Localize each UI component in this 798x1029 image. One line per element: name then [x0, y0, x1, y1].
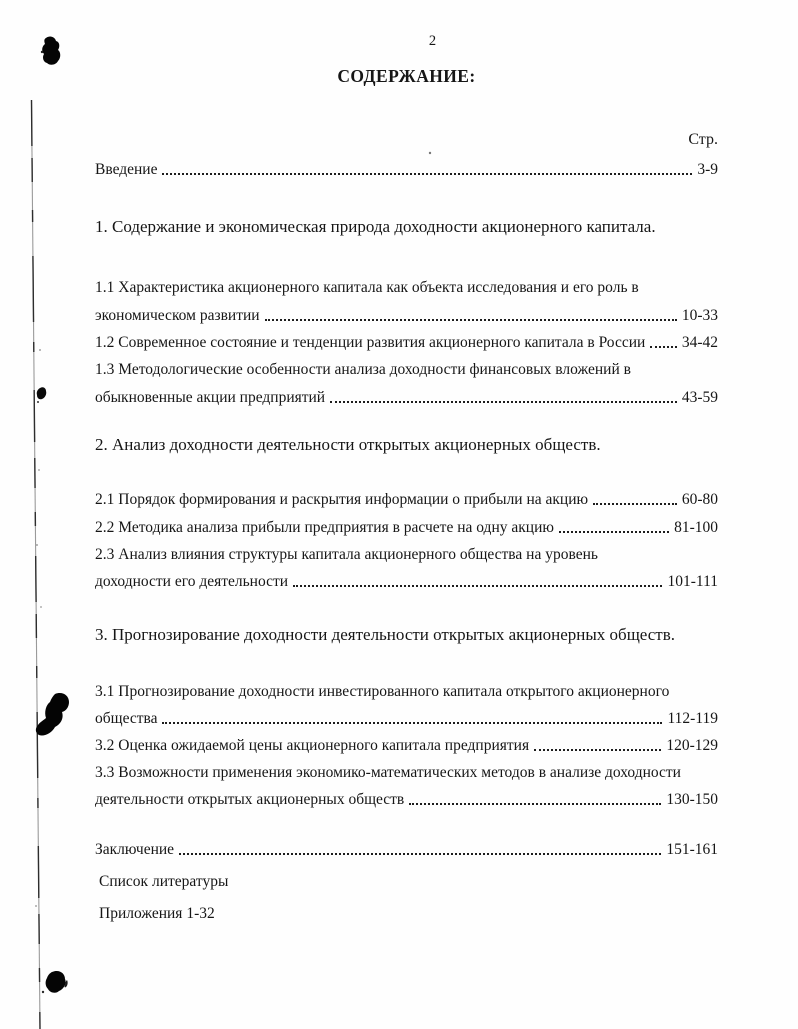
- entry-pages: 101-111: [667, 573, 718, 590]
- toc-entry-introduction: [95, 160, 718, 179]
- dot-leader: [162, 722, 662, 724]
- entry-label: экономическом развитии: [95, 307, 260, 324]
- section-heading-2: 2. Анализ доходности деятельности открытых акционерных обществ.: [95, 435, 601, 454]
- toc-entry-1-2: [95, 333, 718, 352]
- ink-blot-bottom: [42, 971, 68, 993]
- toc-entry-conclusion: [95, 840, 718, 859]
- entry-pages: 120-129: [666, 737, 718, 754]
- ink-blot-small: [37, 387, 47, 403]
- toc-entry-3-3: [95, 790, 718, 809]
- toc-entry-3-1: [95, 709, 718, 728]
- ink-blot-top: [41, 37, 60, 65]
- entry-pages: 34-42: [681, 334, 718, 351]
- entry-pages: 112-119: [667, 710, 718, 727]
- dot-leader: [650, 346, 677, 348]
- entry-label: Заключение: [95, 841, 175, 858]
- toc-entry-1-1: [95, 306, 718, 325]
- entry-label: деятельности открытых акционерных обществ: [95, 791, 405, 808]
- entry-label: Введение: [95, 161, 158, 178]
- toc-entry-bibliography: Список литературы: [99, 873, 229, 890]
- dot-leader: [593, 503, 677, 505]
- toc-entry-1-3: [95, 388, 718, 407]
- entry-label: доходности его деятельности: [95, 573, 289, 590]
- ink-blot-large: [36, 693, 69, 736]
- entry-label: 2.2 Методика анализа прибыли предприятия в расчете на одну акцию: [95, 519, 554, 536]
- entry-pages: 3-9: [697, 161, 718, 178]
- entry-pages: 130-150: [666, 791, 718, 808]
- toc-entry-2-3-line1: 2.3 Анализ влияния структуры капитала акционерного общества на уровень: [95, 546, 598, 563]
- entry-pages: 151-161: [666, 841, 718, 858]
- entry-pages: 60-80: [681, 491, 718, 508]
- entry-label: обыкновенные акции предприятий: [95, 389, 326, 406]
- section-heading-3: 3. Прогнозирование доходности деятельности открытых акционерных обществ.: [95, 625, 676, 644]
- dot-leader: [293, 585, 662, 587]
- entry-pages: 43-59: [681, 389, 718, 406]
- entry-pages: 10-33: [681, 307, 718, 324]
- toc-entry-3-3-line1: 3.3 Возможности применения экономико-математических методов в анализе доходности: [95, 764, 681, 781]
- dot-leader: [265, 319, 677, 321]
- entry-label: 2.1 Порядок формирования и раскрытия информации о прибыли на акцию: [95, 491, 589, 508]
- entry-label: общества: [95, 710, 158, 727]
- dot-leader: [559, 531, 669, 533]
- dot-leader: [179, 853, 661, 855]
- toc-title: СОДЕРЖАНИЕ:: [337, 66, 476, 86]
- toc-entry-3-1-line1: 3.1 Прогнозирование доходности инвестированного капитала открытого акционерного: [95, 683, 670, 700]
- dot-leader: [534, 749, 661, 751]
- toc-entry-1-3-line1: 1.3 Методологические особенности анализа доходности финансовых вложений в: [95, 361, 631, 378]
- toc-entry-appendices: Приложения 1-32: [99, 905, 215, 922]
- entry-label: 3.2 Оценка ожидаемой цены акционерного капитала предприятия: [95, 737, 530, 754]
- page-number: 2: [428, 33, 437, 49]
- dot-leader: [409, 803, 661, 805]
- toc-entry-2-1: [95, 490, 718, 509]
- toc-entry-2-3: [95, 572, 718, 591]
- toc-entry-1-1-line1: 1.1 Характеристика акционерного капитала как объекта исследования и его роль в: [95, 279, 639, 296]
- pages-column-header: Стр.: [688, 131, 718, 148]
- section-heading-1: 1. Содержание и экономическая природа доходности акционерного капитала.: [95, 217, 656, 236]
- dot-leader: [330, 401, 677, 403]
- entry-label: 1.2 Современное состояние и тенденции развития акционерного капитала в России: [95, 334, 646, 351]
- toc-entry-2-2: [95, 518, 718, 537]
- dot-leader: [162, 173, 692, 175]
- toc-entry-3-2: [95, 736, 718, 755]
- entry-pages: 81-100: [674, 519, 718, 536]
